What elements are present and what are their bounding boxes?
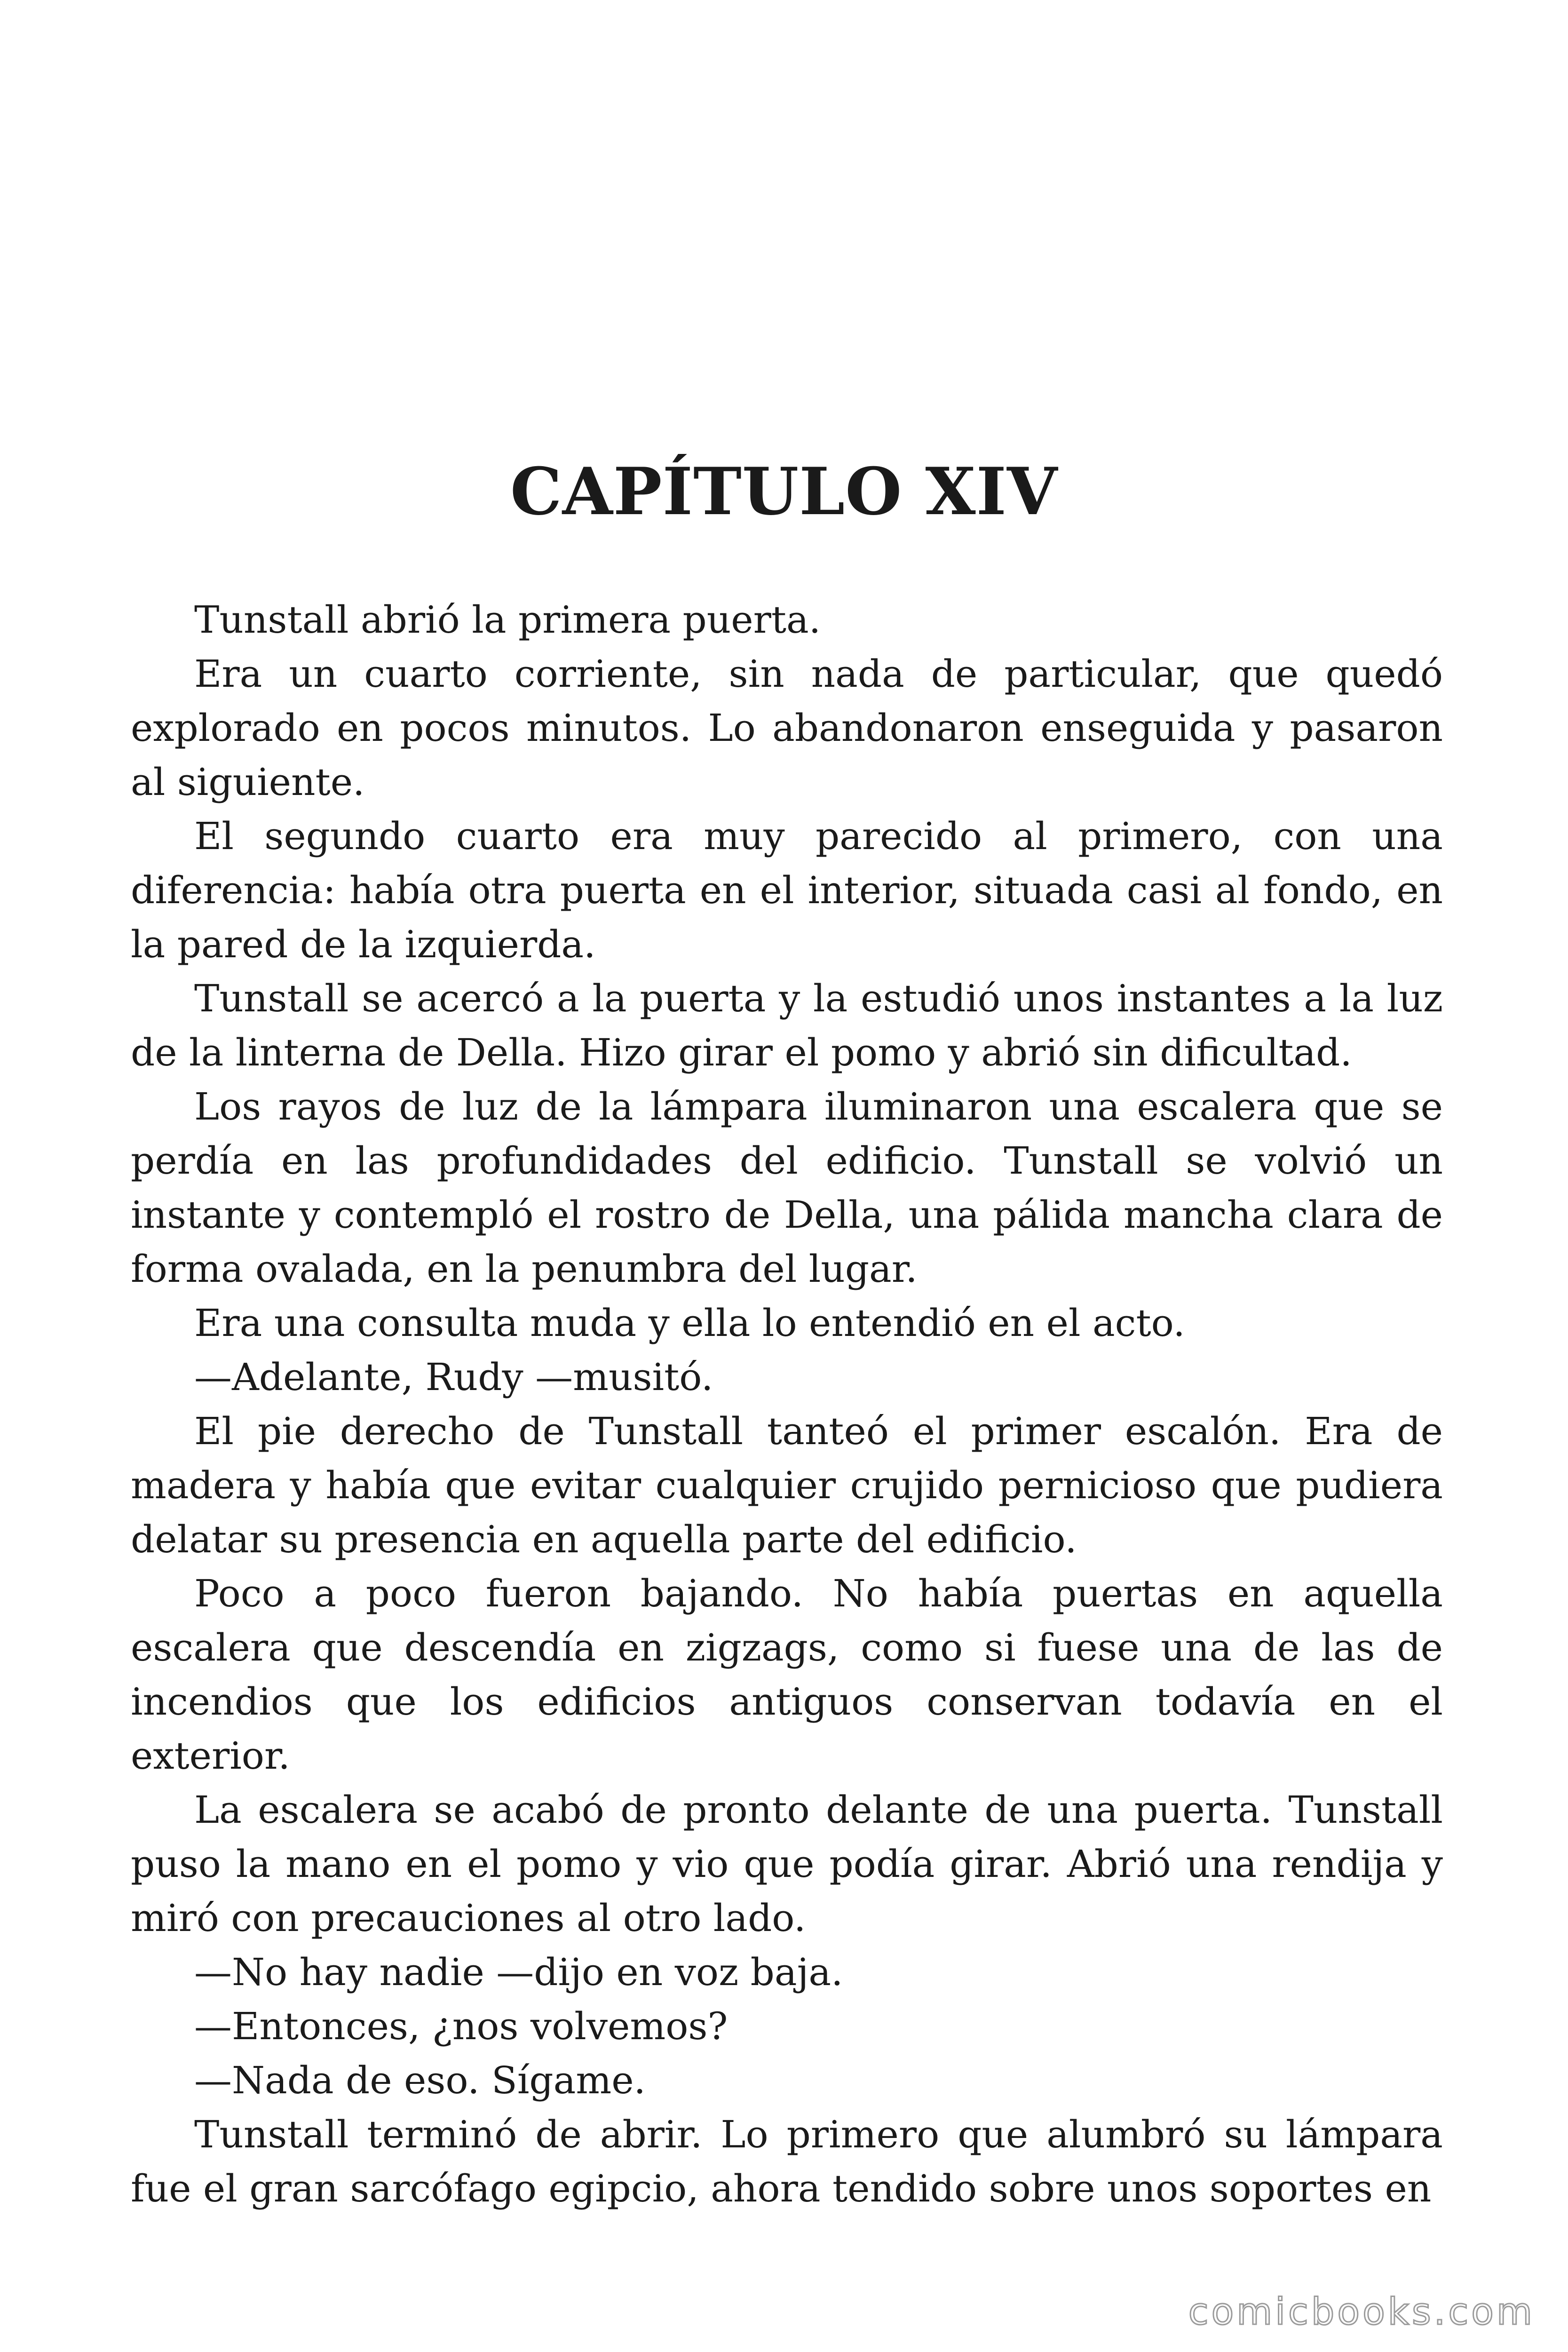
paragraph: El pie derecho de Tunstall tanteó el primer escalón. Era de madera y había que evitar cualquier crujido pernicioso que pudiera delatar su presencia en aquella parte del edificio. <box>131 1409 1443 1561</box>
paragraph: La escalera se acabó de pronto delante de una puerta. Tunstall puso la mano en el pomo y vio que podía girar. Abrió una rendija y miró con precauciones al otro lado. <box>131 1788 1443 1940</box>
paragraph: Tunstall abrió la primera puerta. <box>194 598 821 642</box>
paragraph: El segundo cuarto era muy parecido al primero, con una diferencia: había otra puerta en el interior, situada casi al fondo, en la pared de la izquierda. <box>131 814 1443 966</box>
paragraph: —Adelante, Rudy —musitó. <box>194 1355 713 1399</box>
body-text <box>131 593 1443 2216</box>
chapter-title: CAPÍTULO XIV <box>510 453 1058 530</box>
paragraph: Era una consulta muda y ella lo entendió en el acto. <box>194 1301 1185 1345</box>
watermark: comicbooks.com <box>1188 2291 1535 2333</box>
paragraph: —Nada de eso. Sígame. <box>194 2058 646 2102</box>
paragraph: Tunstall terminó de abrir. Lo primero que alumbró su lámpara fue el gran sarcófago egipcio, ahora tendido sobre unos soportes en <box>131 2113 1443 2210</box>
paragraph: Poco a poco fueron bajando. No había puertas en aquella escalera que descendía en zigzags, como si fuese una de las de incendios que los edificios antiguos conservan todavía en el exterior. <box>131 1572 1443 1778</box>
paragraph: Era un cuarto corriente, sin nada de particular, que quedó explorado en pocos minutos. Lo abandonaron enseguida y pasaron al siguiente. <box>131 652 1443 804</box>
paragraph: —Entonces, ¿nos volvemos? <box>194 2004 728 2048</box>
paragraph: —No hay nadie —dijo en voz baja. <box>194 1950 843 1994</box>
paragraph: Los rayos de luz de la lámpara iluminaron una escalera que se perdía en las profundidades del edificio. Tunstall se volvió un instante y contempló el rostro de Della, una pálida mancha clara de forma ovalada, en la penumbra del lugar. <box>131 1085 1443 1291</box>
paragraph: Tunstall se acercó a la puerta y la estudió unos instantes a la luz de la linterna de Della. Hizo girar el pomo y abrió sin dificultad. <box>131 977 1443 1074</box>
